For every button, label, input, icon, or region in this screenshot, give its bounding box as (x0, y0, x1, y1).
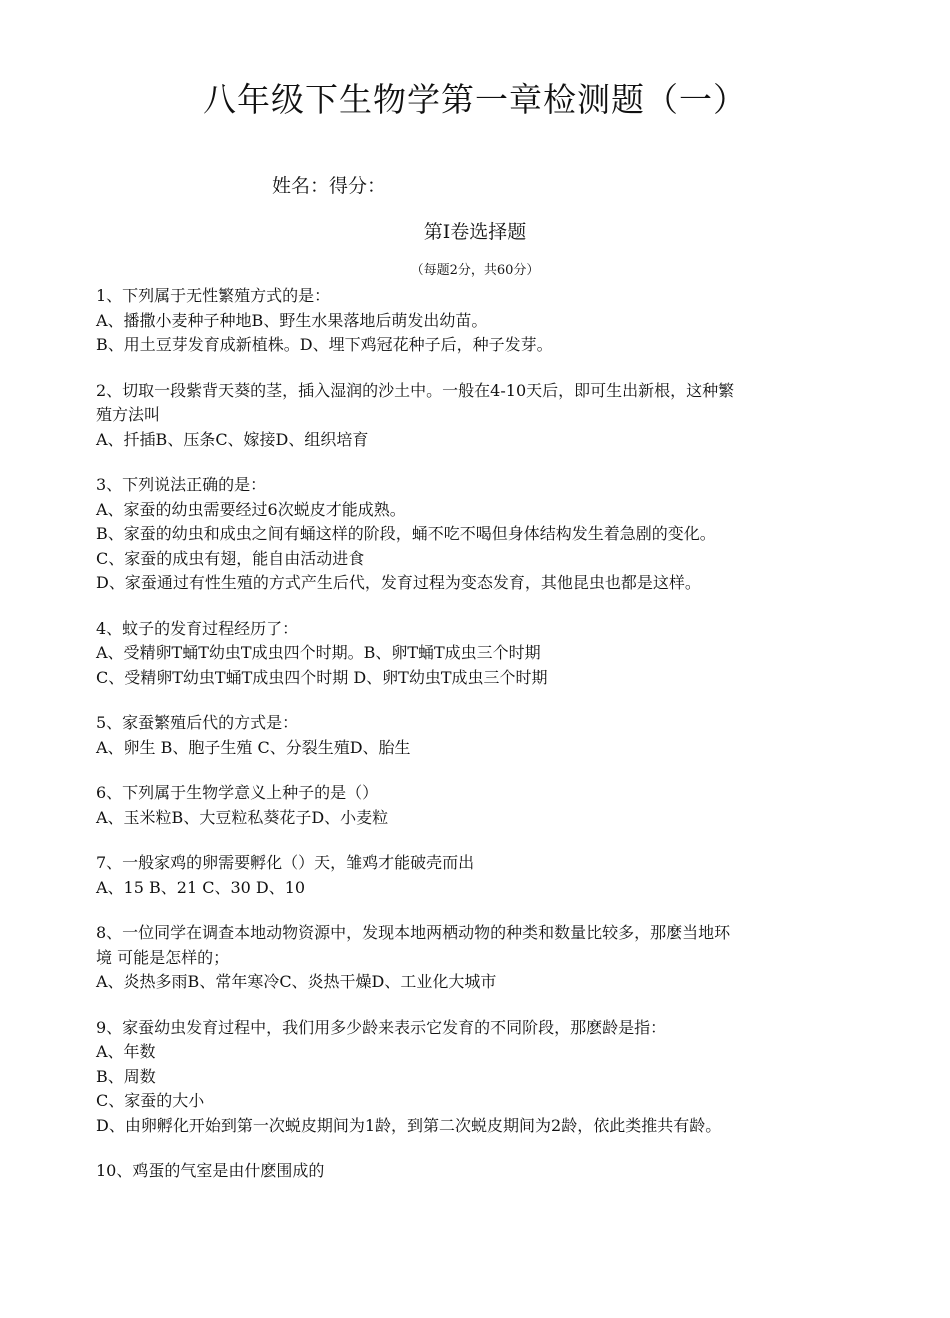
question-7-stem: 7、一般家鸡的卵需要孵化（）天，雏鸡才能破壳而出 (96, 853, 475, 872)
question-1-option-line: B、用土豆芽发育成新植株。D、埋下鸡冠花种子后，种子发芽。 (96, 335, 553, 354)
question-2-stem-cont: 殖方法叫 (96, 405, 161, 424)
question-8 (96, 921, 856, 995)
question-1-option-line: A、播撒小麦种子种地B、野生水果落地后萌发出幼苗。 (96, 310, 488, 330)
question-6 (96, 781, 856, 830)
question-4-stem: 4、蚊子的发育过程经历了： (96, 618, 299, 638)
question-3-option-a: A、家蚕的幼虫需要经过6次蜕皮才能成熟。 (96, 499, 406, 519)
score-note: （每题2分，共60分） (410, 263, 540, 278)
question-4 (96, 617, 856, 691)
question-5 (96, 711, 856, 760)
question-1 (96, 284, 856, 358)
question-3-option-b: B、家蚕的幼虫和成虫之间有蛹这样的阶段，蛹不吃不喝但身体结构发生着急剧的变化。 (96, 524, 716, 543)
section-title: 第Ⅰ卷选择题 (423, 221, 527, 243)
question-9-option-b: B、周数 (96, 1066, 156, 1086)
question-3 (96, 473, 856, 596)
question-3-option-d: D、家蚕通过有性生殖的方式产生后代，发育过程为变态发育，其他昆虫也都是这样。 (96, 573, 701, 592)
page-title: 八年级下生物学第一章检测题（一） (203, 80, 747, 119)
question-2-stem: 2、切取一段紫背天葵的茎，插入湿润的沙土中。一般在4-10天后，即可生出新根，这种繁 (96, 380, 735, 400)
name-score-line: 姓名：得分： (272, 175, 387, 197)
question-3-option-c: C、家蚕的成虫有翅，能自由活动进食 (96, 548, 365, 568)
question-9-option-a: A、年数 (96, 1042, 156, 1061)
question-9 (96, 1016, 856, 1139)
question-1-stem: 1、下列属于无性繁殖方式的是： (96, 286, 331, 305)
question-10-stem: 10、鸡蛋的气室是由什麽围成的 (96, 1161, 325, 1180)
question-10 (96, 1159, 856, 1184)
question-7-option-line: A、15 B、21 C、30 D、10 (96, 877, 306, 897)
question-2 (96, 379, 856, 453)
question-list (96, 284, 856, 1205)
question-8-option-line: A、炎热多雨B、常年寒冷C、炎热干燥D、工业化大城市 (96, 972, 497, 991)
question-5-option-line: A、卵生 B、胞子生殖 C、分裂生殖D、胎生 (96, 737, 411, 757)
question-9-option-d: D、由卵孵化开始到第一次蜕皮期间为1龄，到第二次蜕皮期间为2龄，依此类推共有龄。 (96, 1115, 722, 1135)
question-6-option-line: A、玉米粒B、大豆粒私葵花子D、小麦粒 (96, 807, 389, 827)
question-5-stem: 5、家蚕繁殖后代的方式是： (96, 713, 299, 732)
question-4-option-line: A、受精卵T蛹T幼虫T成虫四个时期。B、卵T蛹T成虫三个时期 (96, 643, 541, 662)
question-9-stem: 9、家蚕幼虫发育过程中，我们用多少龄来表示它发育的不同阶段，那麽龄是指： (96, 1017, 667, 1037)
question-8-stem: 8、一位同学在调查本地动物资源中，发现本地两栖动物的种类和数量比较多，那麼当地环 (96, 923, 731, 942)
question-6-stem: 6、下列属于生物学意义上种子的是（） (96, 783, 379, 802)
question-3-stem: 3、下列说法正确的是： (96, 475, 267, 494)
question-7 (96, 851, 856, 900)
question-9-option-c: C、家蚕的大小 (96, 1091, 205, 1110)
question-2-option-line: A、扦插B、压条C、嫁接D、组织培育 (96, 429, 369, 449)
question-8-stem-cont: 境 可能是怎样的； (96, 947, 230, 967)
question-4-option-line: C、受精卵T幼虫T蛹T成虫四个时期 D、卵T幼虫T成虫三个时期 (96, 667, 548, 687)
